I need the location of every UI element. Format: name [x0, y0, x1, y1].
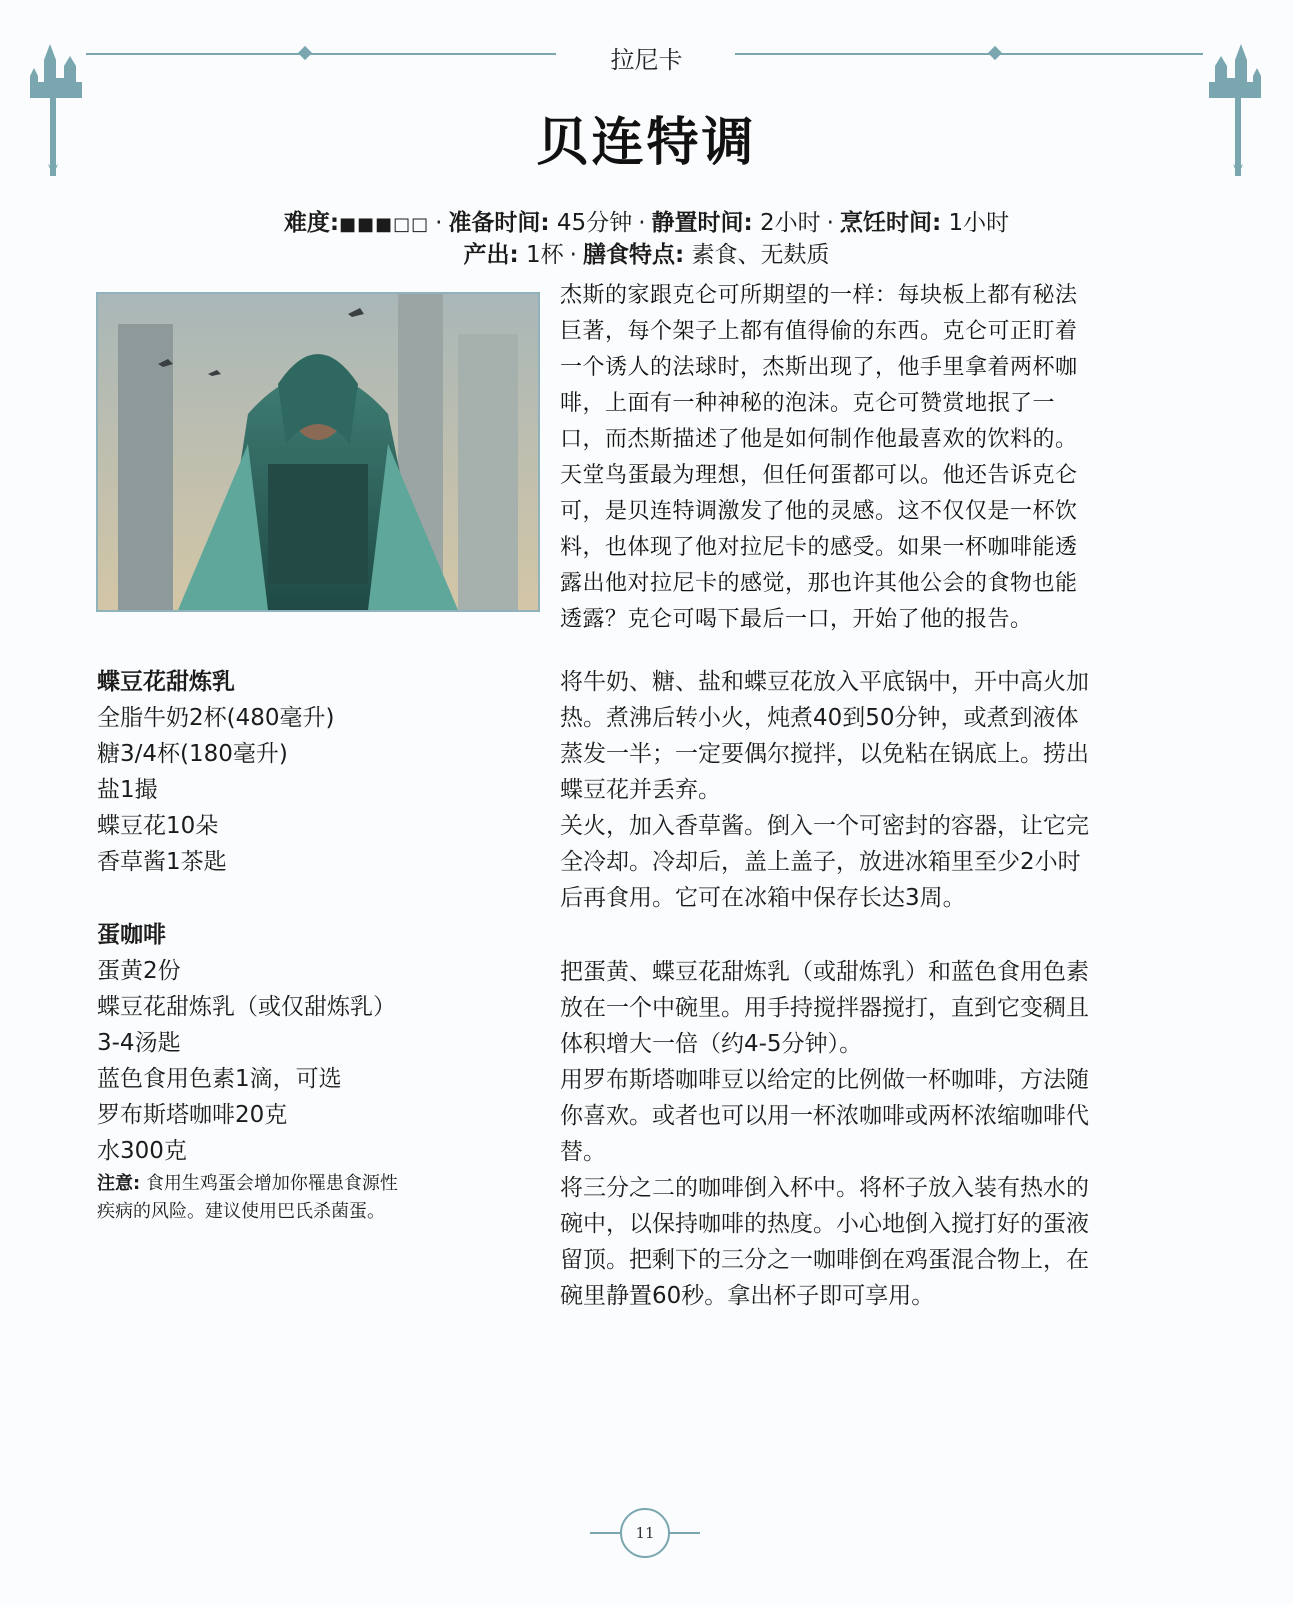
ingredient-item: 罗布斯塔咖啡20克 — [97, 1102, 288, 1128]
steps-condensed-milk — [560, 664, 1188, 916]
steps-egg-coffee — [560, 954, 1188, 1314]
recipe-meta-line-2: 产出: 1杯 · 膳食特点: 素食、无麸质 — [463, 242, 830, 268]
step-line: 留顶。把剩下的三分之一咖啡倒在鸡蛋混合物上，在 — [560, 1247, 1089, 1273]
cook-label: 烹饪时间: — [839, 210, 942, 236]
step-line: 体积增大一倍（约4-5分钟）。 — [560, 1031, 863, 1057]
intro-line: 天堂鸟蛋最为理想，但任何蛋都可以。他还告诉克仑 — [560, 463, 1078, 488]
step-line: 将牛奶、糖、盐和蝶豆花放入平底锅中，开中高火加 — [560, 669, 1089, 695]
prep-label: 准备时间: — [448, 210, 550, 236]
step-line: 碗中，以保持咖啡的热度。小心地倒入搅打好的蛋液 — [560, 1211, 1089, 1237]
yield-label: 产出: — [463, 242, 519, 268]
intro-line: 口，而杰斯描述了他是如何制作他最喜欢的饮料的。 — [560, 427, 1078, 452]
recipe-meta-line-1: 难度:■■■□□ · 准备时间: 45分钟 · 静置时间: 2小时 · 烹饪时间: 1小时 — [283, 210, 1010, 236]
ingredient-item: 香草酱1茶匙 — [97, 849, 227, 875]
yield-value: 1杯 — [526, 242, 564, 268]
ingredients-heading: 蝶豆花甜炼乳 — [97, 669, 235, 695]
step-line: 放在一个中碗里。用手持搅拌器搅打，直到它变稠且 — [560, 995, 1089, 1021]
ingredient-item: 蓝色食用色素1滴，可选 — [97, 1066, 342, 1092]
page-number: 11 — [620, 1508, 670, 1558]
rest-value: 2小时 — [760, 210, 821, 236]
intro-line: 可，是贝连特调激发了他的灵感。这不仅仅是一杯饮 — [560, 499, 1078, 524]
intro-line: 啡，上面有一种神秘的泡沫。克仑可赞赏地抿了一 — [560, 391, 1056, 416]
ingredient-item: 全脂牛奶2杯(480毫升) — [97, 705, 335, 731]
step-line: 热。煮沸后转小火，炖煮40到50分钟，或煮到液体 — [560, 705, 1079, 731]
ingredient-item: 蝶豆花10朵 — [97, 813, 219, 839]
step-line: 你喜欢。或者也可以用一杯浓咖啡或两杯浓缩咖啡代 — [560, 1103, 1089, 1129]
ingredients-egg-coffee — [97, 917, 517, 1169]
step-line: 全冷却。冷却后，盖上盖子，放进冰箱里至少2小时 — [560, 849, 1081, 875]
hooded-figure-illustration — [96, 292, 540, 612]
rest-label: 静置时间: — [651, 210, 753, 236]
ingredients-condensed-milk — [97, 664, 517, 880]
intro-line: 露出他对拉尼卡的感觉，那也许其他公会的食物也能 — [560, 571, 1078, 596]
cook-value: 1小时 — [948, 210, 1010, 236]
recipe-title: 贝连特调 — [536, 113, 757, 173]
note-text-2: 疾病的风险。建议使用巴氏杀菌蛋。 — [97, 1201, 385, 1222]
difficulty-value: ■■■□□ — [339, 214, 430, 235]
step-line: 把蛋黄、蝶豆花甜炼乳（或甜炼乳）和蓝色食用色素 — [560, 959, 1089, 985]
footer-rule-right — [670, 1532, 700, 1534]
ingredient-item: 盐1撮 — [97, 777, 158, 803]
ingredient-item: 3-4汤匙 — [97, 1030, 181, 1056]
difficulty-label: 难度: — [283, 210, 340, 236]
diet-value: 素食、无麸质 — [691, 242, 830, 268]
ingredient-item: 糖3/4杯(180毫升) — [97, 741, 288, 767]
note-text: 食用生鸡蛋会增加你罹患食源性 — [145, 1173, 398, 1194]
step-line: 蝶豆花并丢弃。 — [560, 777, 721, 803]
step-line: 后再食用。它可在冰箱中保存长达3周。 — [560, 885, 966, 911]
step-line: 用罗布斯塔咖啡豆以给定的比例做一杯咖啡，方法随 — [560, 1067, 1089, 1093]
intro-line: 杰斯的家跟克仑可所期望的一样：每块板上都有秘法 — [560, 283, 1078, 308]
prep-value: 45分钟 — [556, 210, 633, 236]
step-line: 将三分之二的咖啡倒入杯中。将杯子放入装有热水的 — [560, 1175, 1089, 1201]
safety-note — [97, 1170, 497, 1226]
intro-line: 透露？克仑可喝下最后一口，开始了他的报告。 — [560, 607, 1033, 632]
note-label: 注意: — [97, 1173, 141, 1194]
intro-line: 一个诱人的法球时，杰斯出现了，他手里拿着两杯咖 — [560, 355, 1078, 380]
diet-label: 膳食特点: — [582, 242, 685, 268]
step-line: 替。 — [560, 1139, 606, 1165]
ingredient-item: 蛋黄2份 — [97, 958, 181, 984]
step-line: 碗里静置60秒。拿出杯子即可享用。 — [560, 1283, 935, 1309]
intro-story — [560, 278, 1200, 638]
ingredient-item: 蝶豆花甜炼乳（或仅甜炼乳） — [97, 994, 396, 1020]
footer-rule-left — [590, 1532, 620, 1534]
step-line: 关火，加入香草酱。倒入一个可密封的容器，让它完 — [560, 813, 1089, 839]
intro-line: 料，也体现了他对拉尼卡的感受。如果一杯咖啡能透 — [560, 535, 1078, 560]
ingredient-item: 水300克 — [97, 1138, 187, 1164]
ingredients-heading: 蛋咖啡 — [97, 922, 166, 948]
step-line: 蒸发一半；一定要偶尔搅拌，以免粘在锅底上。捞出 — [560, 741, 1089, 767]
section-name: 拉尼卡 — [610, 46, 683, 74]
intro-line: 巨著，每个架子上都有值得偷的东西。克仑可正盯着 — [560, 319, 1078, 344]
